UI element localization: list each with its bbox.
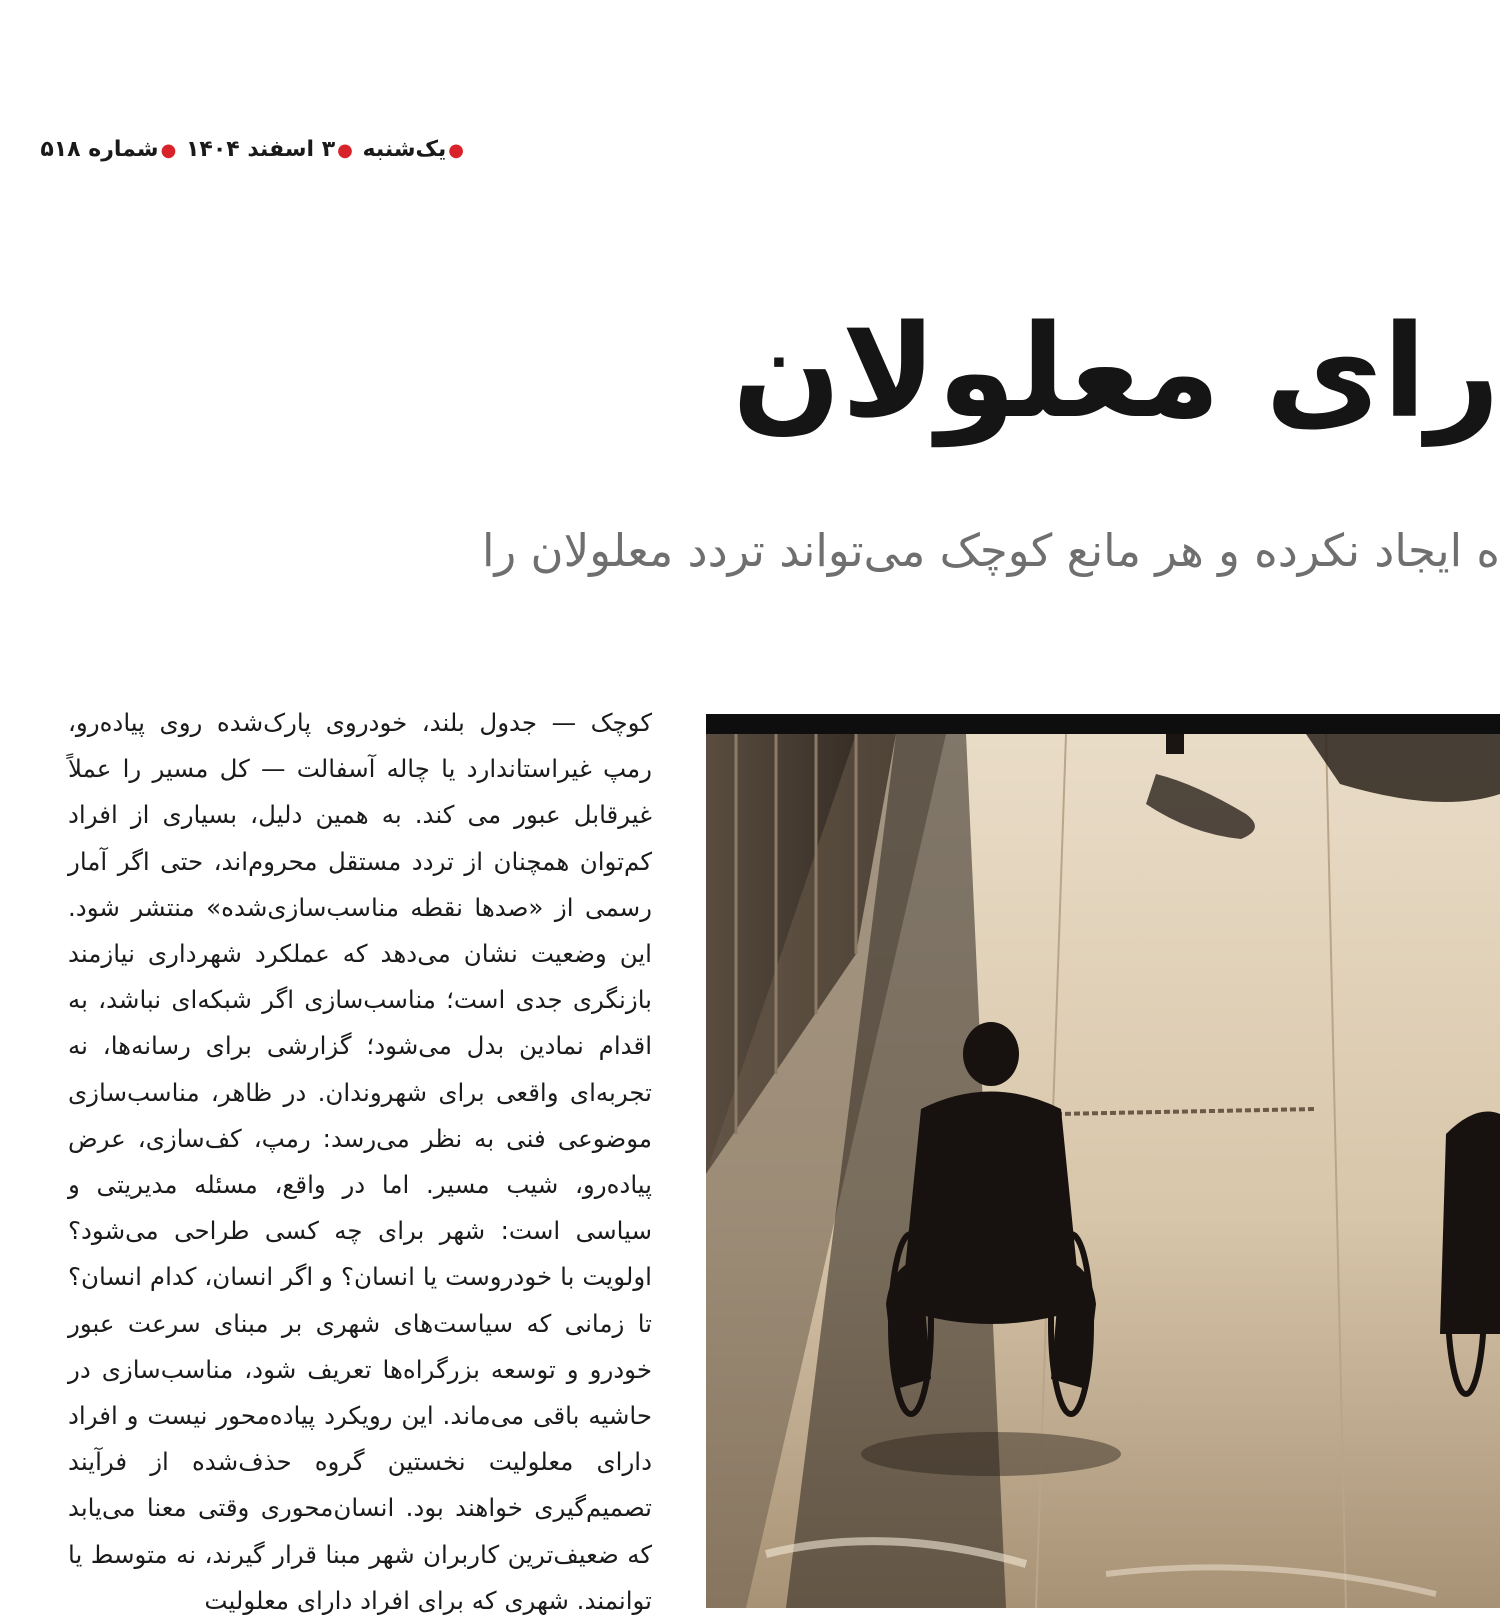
dateline-date: ۳ اسفند ۱۴۰۴	[185, 137, 336, 162]
wheelchair-ramp-photo	[706, 714, 1500, 1608]
dateline-issue: شماره ۵۱۸	[40, 137, 159, 162]
headline: رای معلولان	[732, 298, 1500, 447]
bullet-dot-icon: ●	[160, 140, 177, 161]
article-body-column: کوچک — جدول بلند، خودروی پارک‌شده روی پیاده‌رو، رمپ غیراستاندارد یا چاله آسفالت — کل مسیر را عملاً غیرقابل عبور می کند. به همین دلیل، بسیاری از افراد کم‌توان همچنان از تردد مستقل محروم‌اند، حتی اگر آمار رسمی از «صدها نقطه مناسب‌سازی‌شده» منتشر شود. این وضعیت نشان می‌دهد که عملکرد شهرداری نیازمند بازنگری جدی است؛ مناسب‌سازی اگر شبکه‌ای نباشد، به اقدام نمادین بدل می‌شود؛ گزارشی برای رسانه‌ها، نه تجربه‌ای واقعی برای شهروندان. در ظاهر، مناسب‌سازی موضوعی فنی به نظر می‌رسد: رمپ، کف‌سازی، عرض پیاده‌رو، شیب مسیر. اما در واقع، مسئله مدیریتی و سیاسی است: شهر برای چه کسی طراحی می‌شود؟ اولویت با خودروست یا انسان؟ و اگر انسان، کدام انسان؟ تا زمانی که سیاست‌های شهری بر مبنای سرعت عبور خودرو و توسعه بزرگراه‌ها تعریف شود، مناسب‌سازی در حاشیه باقی می‌ماند. این رویکرد پیاده‌محور نیست و افراد دارای معلولیت نخستین گروه حذف‌شده از فرآیند تصمیم‌گیری خواهند بود. انسان‌محوری وقتی معنا می‌یابد که ضعیف‌ترین کاربران شهر مبنا قرار گیرند، نه متوسط یا توانمند. شهری که برای افراد دارای معلولیت	[68, 708, 652, 1615]
bullet-dot-icon: ●	[337, 140, 353, 161]
subheadline: ه ایجاد نکرده و هر مانع کوچک می‌تواند تردد معلولان را	[482, 524, 1500, 577]
dateline-day: یک‌شنبه	[362, 137, 447, 162]
bullet-dot-icon: ●	[448, 140, 464, 161]
article-photo	[706, 714, 1500, 1608]
dateline	[40, 130, 466, 170]
